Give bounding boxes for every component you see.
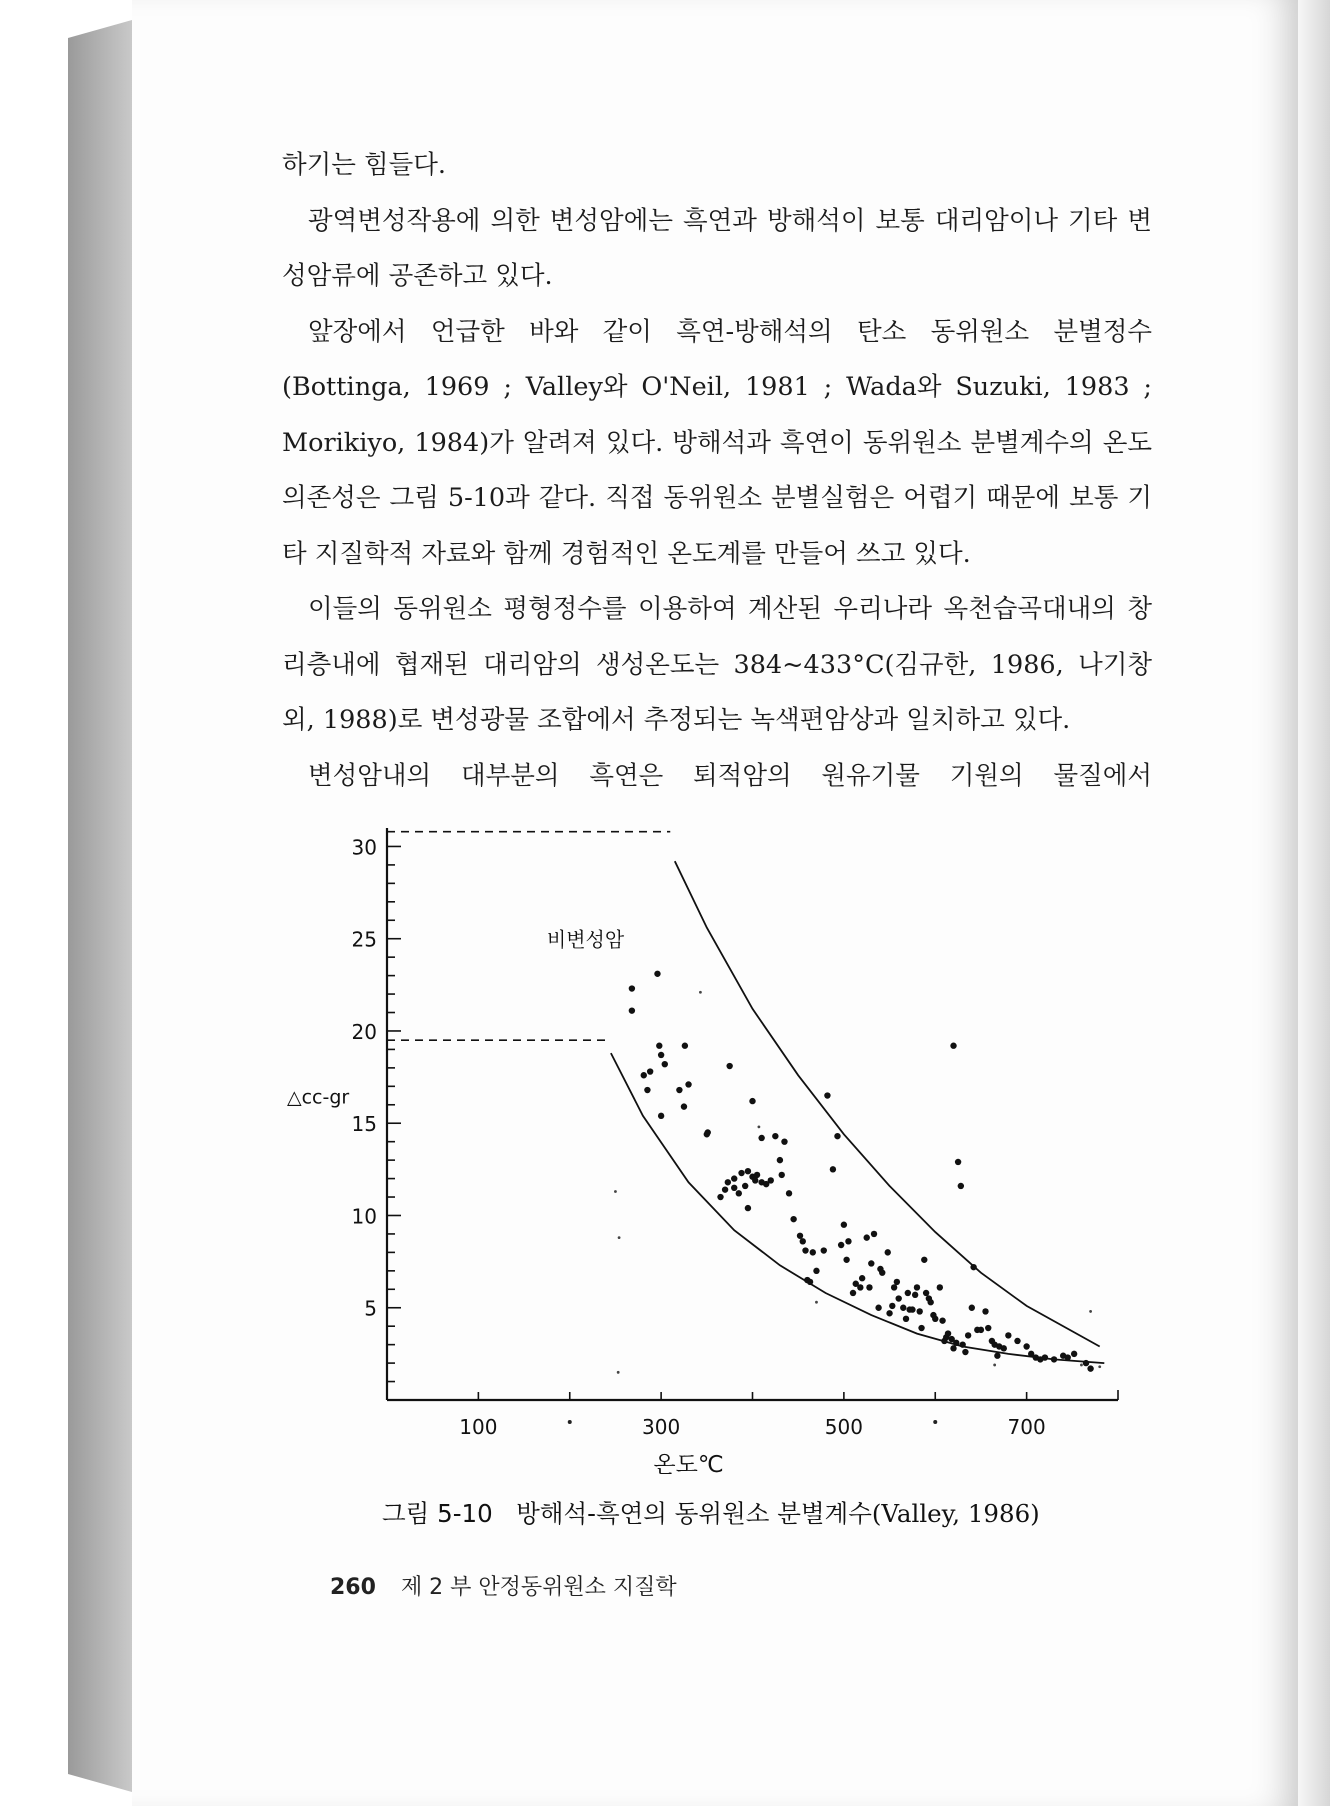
y-tick-label: 25 bbox=[351, 927, 377, 952]
y-tick-label: 15 bbox=[351, 1112, 377, 1137]
caption-label: 그림 5-10 bbox=[382, 1499, 493, 1528]
x-tick-label: 300 bbox=[642, 1415, 681, 1439]
region-label: 비변성암 bbox=[546, 927, 625, 952]
book-spine bbox=[68, 20, 132, 1792]
paragraph-2: 광역변성작용에 의한 변성암에는 흑연과 방해석이 보통 대리암이나 기타 변성암류에 공존하고 있다. bbox=[282, 205, 1152, 291]
page-number: 260 bbox=[330, 1575, 376, 1600]
x-tick-label: 500 bbox=[824, 1415, 863, 1439]
y-tick-label: 5 bbox=[364, 1296, 377, 1321]
page-edge-shadow bbox=[1290, 0, 1330, 1806]
x-axis-label: 온도℃ bbox=[653, 1452, 724, 1478]
paragraph-1: 하기는 힘들다. bbox=[282, 150, 447, 180]
page-footer bbox=[330, 1570, 677, 1601]
paragraph-3: 앞장에서 언급한 바와 같이 흑연-방해석의 탄소 동위원소 분별정수 (Bottinga, 1969 ; Valley와 O'Neil, 1981 ; Wada와 Suzuki, 1983 ; Morikiyo, 1984)가 알려져 있다. 방해석과 흑연이 동위원소 분별계수의 온도 의존성은 그림 5-10과 같다. 직접 동위원소 분별실험은 어렵기 때문에 보통 기타 지질학적 자료와 함께 경험적인 온도계를 만들어 쓰고 있다. bbox=[282, 316, 1152, 569]
paragraph-4: 이들의 동위원소 평형정수를 이용하여 계산된 우리나라 옥천습곡대내의 창리층내에 협재된 대리암의 생성온도는 384~433°C(김규한, 1986, 나기창 외, 1988)로 변성광물 조합에서 추정되는 녹색편암상과 일치하고 있다. bbox=[282, 594, 1152, 735]
y-tick-label: 10 bbox=[351, 1204, 377, 1229]
caption-title: 방해석-흑연의 동위원소 분별계수 bbox=[516, 1499, 872, 1528]
x-tick-label: 100 bbox=[459, 1415, 498, 1439]
x-tick-label: 700 bbox=[1007, 1415, 1046, 1439]
y-axis-label: △cc-gr bbox=[287, 1086, 350, 1109]
figure-caption bbox=[382, 1495, 1102, 1530]
paragraph-5: 변성암내의 대부분의 흑연은 퇴적암의 원유기물 기원의 물질에서 bbox=[308, 760, 1152, 791]
body-text bbox=[282, 138, 1152, 804]
y-tick-label: 20 bbox=[351, 1019, 377, 1044]
y-tick-label: 30 bbox=[351, 835, 377, 860]
section-title: 제 2 부 안정동위원소 지질학 bbox=[400, 1575, 677, 1600]
caption-reference: (Valley, 1986) bbox=[871, 1499, 1040, 1528]
